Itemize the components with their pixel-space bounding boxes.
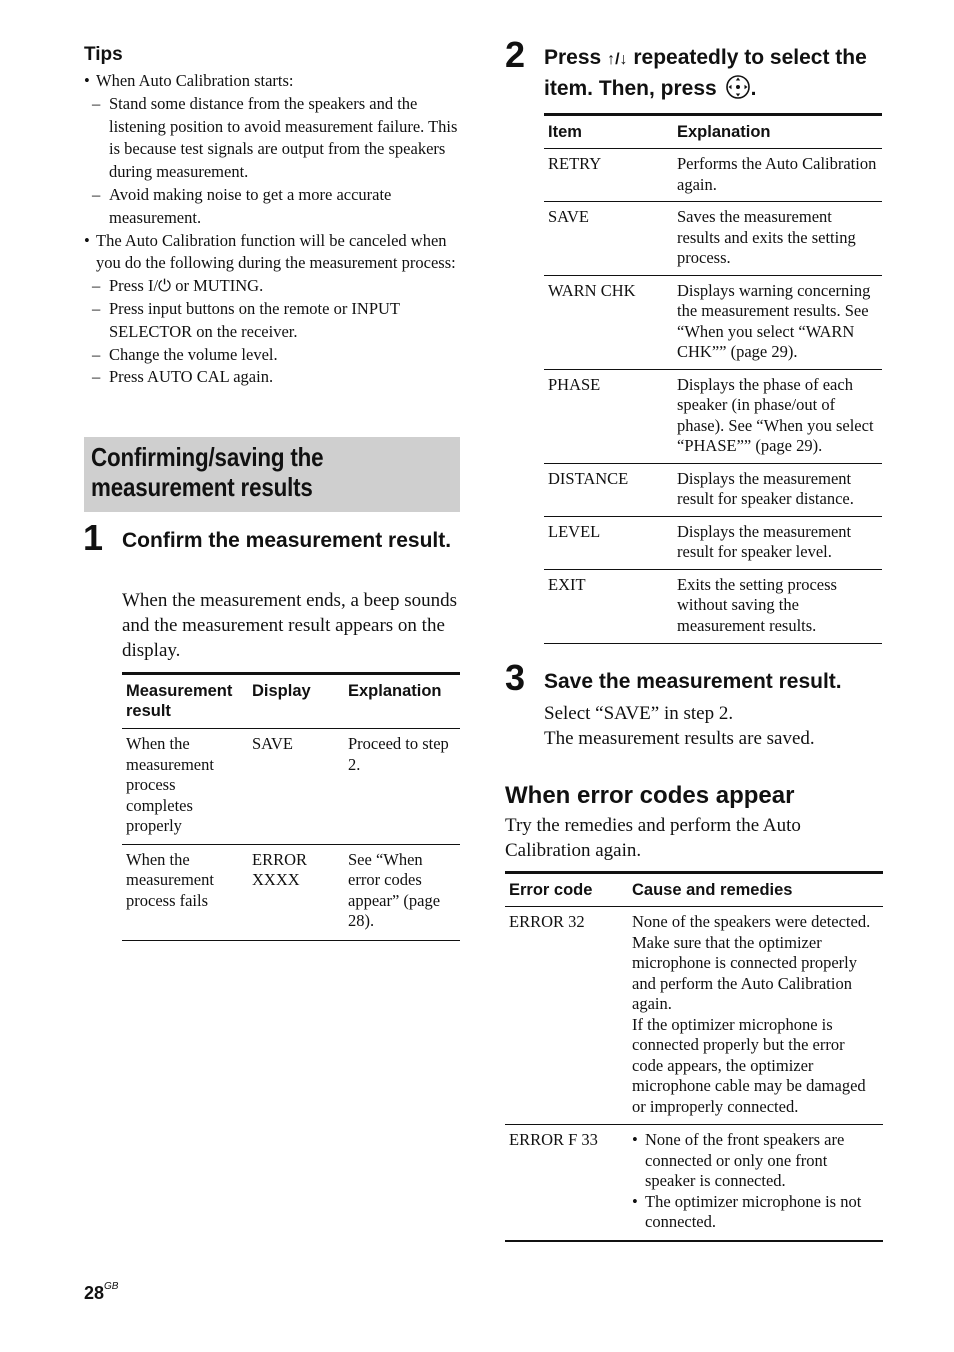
table-cell: Saves the measurement results and exits the setting process. [673,202,882,276]
table-row [544,149,882,202]
remedy-paragraph: If the optimizer microphone is connected properly but the error code appears, the optimizer microphone cable may be damaged or improperly connected. [632,1014,866,1116]
error-code-cell: ERROR F 33 [509,1130,598,1149]
step-1-number: 1 [83,517,104,558]
column-header: Measurement result [122,674,248,729]
step-3-line: Select “SAVE” in step 2. [544,703,734,724]
table-cell: RETRY [544,149,673,202]
table-cell: When the measurement process fails [126,849,214,910]
up-down-arrow-icon: ↑/↓ [607,51,628,68]
column-header: Explanation [344,674,460,729]
table-cell: PHASE [544,369,673,463]
table-row [544,569,882,644]
table-cell: EXIT [548,574,586,594]
tips-heading: Tips [84,44,123,65]
remedy-list-item: • None of the front speakers are connected or only one front speaker is connected. [632,1130,879,1192]
table-row [544,369,882,463]
column-header: Cause and remedies [628,873,883,907]
table-row [505,907,883,1125]
remedy-cell [628,907,883,1125]
step-2-number: 2 [505,34,526,75]
table-cell: When the measurement process completes properly [122,729,248,845]
tip-item: • When Auto Calibration starts: [84,70,464,93]
table-cell: Displays the measurement result for speaker level. [673,516,882,569]
tip-subitem: – Press AUTO CAL again. [84,366,464,389]
column-header: Item [544,115,673,149]
column-header: Display [248,674,344,729]
table-cell: DISTANCE [544,463,673,516]
table-cell: ERROR XXXX [252,849,308,889]
page-number [84,1283,118,1304]
table-cell: Proceed to step 2. [344,729,460,845]
tip-subitem: – Stand some distance from the speakers and the listening position to avoid measurement failure. This is because test signals are output from the speakers during measurement. [84,93,464,184]
table-row [544,202,882,276]
remedy-list-item: • The optimizer microphone is not connected. [632,1192,879,1233]
table-cell: WARN CHK [544,275,673,369]
table-cell: Displays warning concerning the measurement results. See “When you select “WARN CHK”” (page 29). [673,275,882,369]
tip-item: • The Auto Calibration function will be canceled when you do the following during the measurement process: [84,230,464,276]
tips-list [84,70,464,389]
tip-subitem: – Change the volume level. [84,344,464,367]
step-1-body: When the measurement ends, a beep sounds and the measurement result appears on the display. [122,590,458,661]
step-2-title [544,44,884,108]
table-row [544,275,882,369]
error-code-cell: ERROR 32 [505,907,628,1125]
step-3-title: Save the measurement result. [544,670,842,693]
table-cell: Displays the phase of each speaker (in phase/out of phase). See “When you select “PHASE”” (page 29). [673,369,882,463]
table-cell: LEVEL [544,516,673,569]
table-cell: SAVE [248,729,344,845]
column-header: Error code [505,873,628,907]
step-3-line: The measurement results are saved. [544,728,815,749]
step-3-body [544,701,884,751]
tip-subitem: – Avoid making noise to get a more accurate measurement. [84,184,464,230]
remedy-cell [628,1125,883,1241]
step-2-title-part: . [750,77,757,100]
step-3-number: 3 [505,657,526,698]
enter-button-icon [725,74,751,108]
table-cell: Displays the measurement result for speaker distance. [673,463,882,516]
column-header: Explanation [673,115,882,149]
table-cell: Exits the setting process without saving the measurement results. [677,574,837,635]
table-row [544,463,882,516]
item-explanation-table [544,113,882,644]
error-codes-intro: Try the remedies and perform the Auto Calibration again. [505,815,801,861]
table-row [505,1125,883,1241]
page-number-value: 28 [84,1283,105,1303]
table-cell: SAVE [544,202,673,276]
error-code-table [505,871,883,1242]
table-cell: Performs the Auto Calibration again. [673,149,882,202]
error-codes-heading: When error codes appear [505,782,795,809]
step-1-title: Confirm the measurement result. [122,529,452,552]
measurement-result-table [122,672,460,941]
section-title: Confirming/saving the measurement results [91,442,324,502]
remedy-paragraph: None of the speakers were detected. Make sure that the optimizer microphone is connected properly and perform the Auto Calibration again. [632,912,871,1013]
table-row [122,729,460,845]
tip-subitem: – Press input buttons on the remote or INPUT SELECTOR on the receiver. [84,298,464,344]
remedy-list [632,1130,879,1233]
table-cell: See “When error codes appear” (page 28). [348,849,441,930]
step-2-title-part: repeatedly to select the item. Then, press [544,46,867,100]
page-number-suffix: GB [104,1281,119,1292]
table-row [544,516,882,569]
table-row [122,844,460,940]
tip-subitem: – Press I/⏻ or MUTING. [84,275,464,298]
step-2-title-part: Press [544,46,608,69]
